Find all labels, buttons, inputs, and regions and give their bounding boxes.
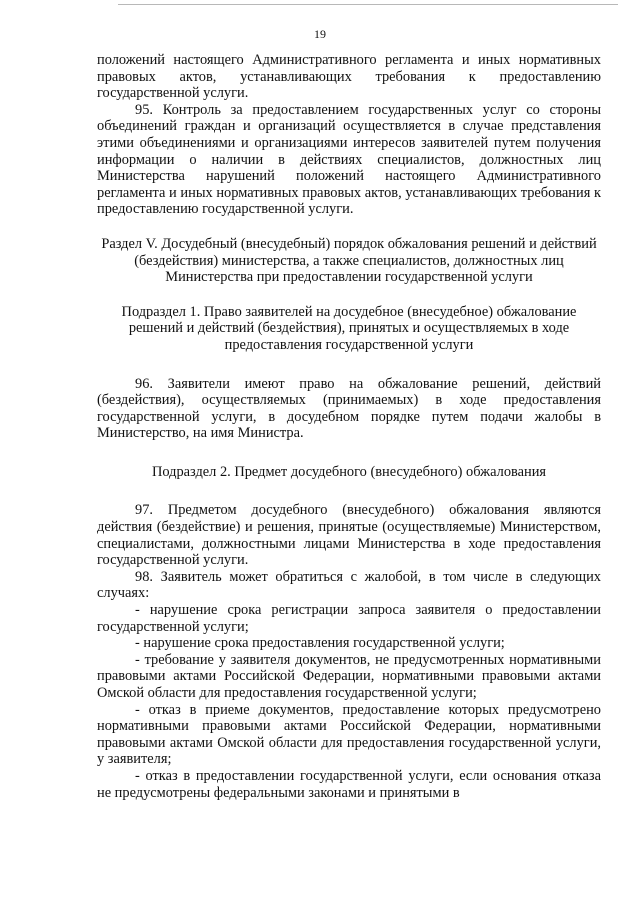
- list-item: - нарушение срока регистрации запроса заявителя о предоставлении государственной услуги;: [97, 602, 601, 635]
- list-item: - отказ в предоставлении государственной услуги, если основания отказа не предусмотрены федеральными законами и принятыми в: [97, 767, 601, 801]
- paragraph-97: 97. Предметом досудебного (внесудебного) обжалования являются действия (бездействие) и решения, принятые (осуществляемые) Министерством, специалистами, должностными лицами Министерства в ходе предоставления государственной услуги.: [97, 502, 601, 569]
- top-border-line: [118, 4, 618, 5]
- list-item: - нарушение срока предоставления государственной услуги;: [135, 635, 505, 652]
- section-5-heading: Раздел V. Досудебный (внесудебный) порядок обжалования решений и действий (бездействия) министерства, а также специалистов, должностных лиц Министерства при предоставлении государственной услуги: [101, 235, 597, 286]
- document-body: [97, 52, 601, 801]
- list-item: - отказ в приеме документов, предоставление которых предусмотрено нормативными правовыми актами Российской Федерации, нормативными правовыми актами Омской области для предоставления государственной услуги, у заявителя;: [97, 701, 601, 768]
- paragraph-98: 98. Заявитель может обратиться с жалобой, в том числе в следующих случаях:: [97, 568, 601, 602]
- paragraph-96: 96. Заявители имеют право на обжалование решений, действий (бездействия), осуществляемых (принимаемых) в ходе предоставления государственной услуги, в досудебном порядке путем подачи жалобы в Министерство, на имя Министра.: [97, 375, 601, 442]
- subsection-2-heading: Подраздел 2. Предмет досудебного (внесудебного) обжалования: [151, 463, 547, 480]
- paragraph-continued: положений настоящего Административного регламента и иных нормативных правовых актов, устанавливающих требования к предоставлению государственной услуги.: [97, 52, 601, 102]
- subsection-1-heading: Подраздел 1. Право заявителей на досудебное (внесудебное) обжалование решений и действий (бездействия), принятых и осуществляемых в ходе предоставления государственной услуги: [121, 303, 577, 353]
- page-number: 19: [314, 27, 326, 41]
- list-item: - требование у заявителя документов, не предусмотренных нормативными правовыми актами Российской Федерации, нормативными правовыми актами Омской области для предоставления государственной услуги;: [97, 651, 601, 701]
- paragraph-95: 95. Контроль за предоставлением государственных услуг со стороны объединений граждан и организаций осуществляется в случае представления этими объединениями и организациями интересов заявителей путем получения информации о наличии в действиях специалистов, должностных лиц Министерства нарушений положений настоящего Административного регламента и иных нормативных правовых актов, устанавливающих требования к предоставлению государственной услуги.: [97, 101, 601, 218]
